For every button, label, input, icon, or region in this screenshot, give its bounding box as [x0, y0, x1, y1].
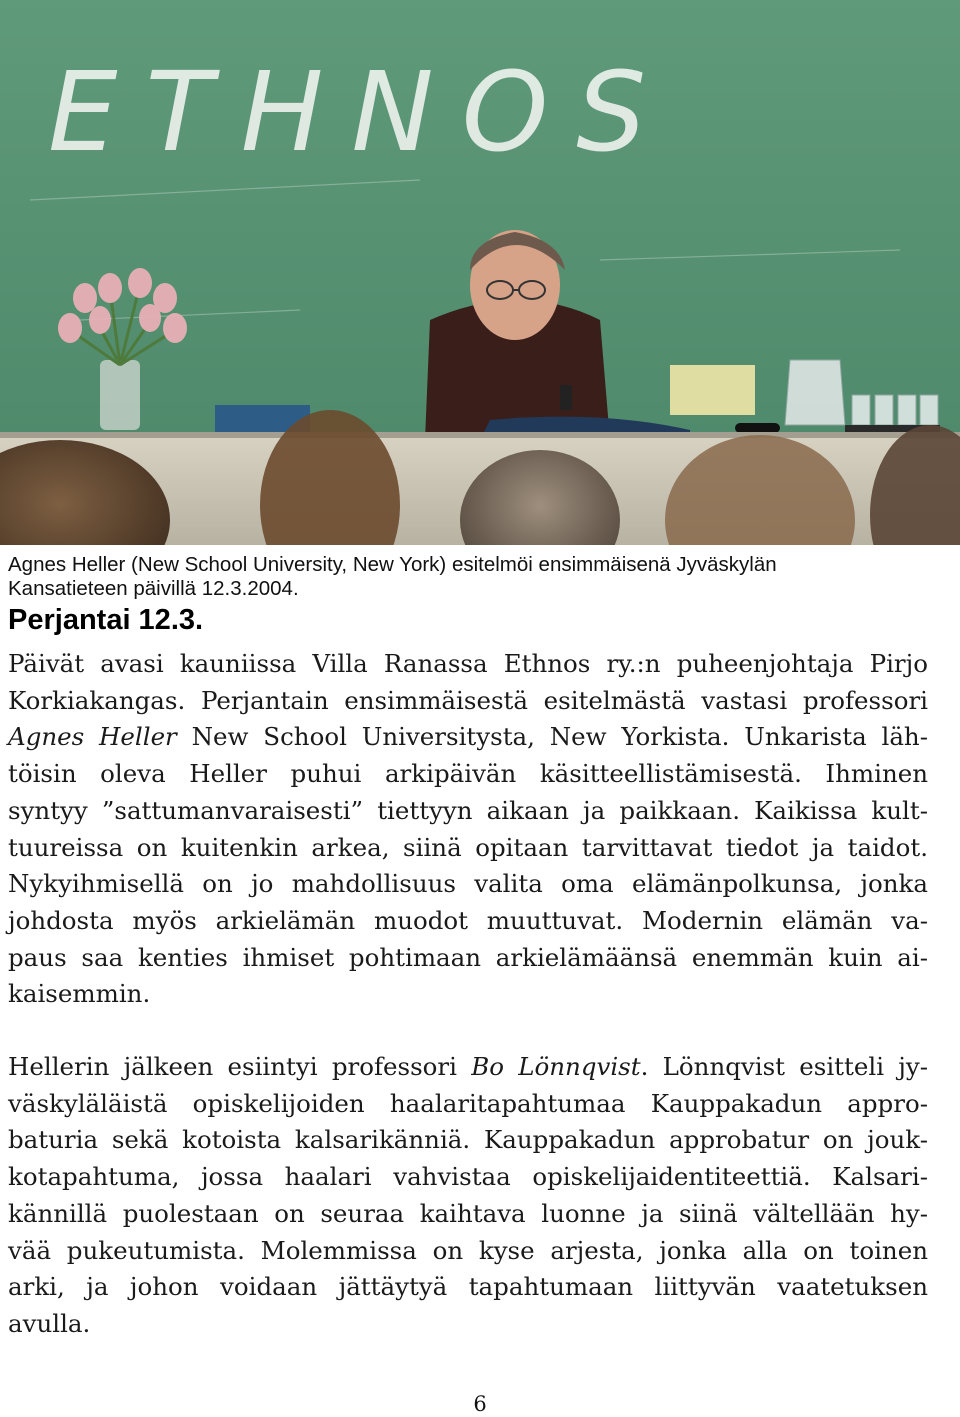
text-line: kännillä puolestaan on seuraa kaihtava luonne ja siinä vältellään hy- — [8, 1198, 928, 1228]
photo-caption — [8, 553, 953, 601]
text-line: baturia sekä kotoista kalsarikänniä. Kauppakadun approbatur on jouk- — [8, 1125, 928, 1155]
text-line: johdosta myös arkielämän muodot muuttuvat. Modernin elämän va- — [8, 905, 928, 935]
paragraph-gap — [8, 1013, 928, 1049]
text-line: Päivät avasi kauniissa Villa Ranassa Ethnos ry.:n puheenjohtaja Pirjo — [8, 649, 928, 678]
text-line: väskyläläistä opiskelijoiden haalaritapahtumaa Kauppakadun appro- — [8, 1088, 928, 1118]
person-name: Bo Lönnqvist — [471, 1052, 641, 1082]
text-fragment: . Lönnqvist esitteli jy- — [640, 1052, 928, 1082]
lecture-photo — [0, 0, 960, 545]
text-line — [8, 1049, 928, 1086]
text-line: syntyy ”sattumanvaraisesti” tiettyyn aikaan ja paikkaan. Kaikissa kult- — [8, 795, 928, 825]
text-fragment: Hellerin jälkeen esiintyi professori — [8, 1052, 472, 1082]
caption-line: Agnes Heller (New School University, New York) esitelmöi ensimmäisenä Jyväskylän — [8, 553, 777, 576]
text-line: Nykyihmisellä on jo mahdollisuus valita oma elämänpolkunsa, jonka — [8, 869, 928, 899]
text-line: tuureissa on kuitenkin arkea, siinä opitaan tarvittavat tiedot ja taidot. — [8, 832, 928, 862]
text-line: kaisemmin. — [8, 979, 151, 1009]
text-line: arki, ja johon voidaan jättäytyä tapahtumaan liittyvän vaatetuksen — [8, 1272, 928, 1302]
text-line: vää pukeutumista. Molemmissa on kyse arjesta, jonka alla on toinen — [8, 1235, 928, 1265]
text-line: töisin oleva Heller puhui arkipäivän käsitteellistämisestä. Ihminen — [8, 759, 928, 789]
text-line: Korkiakangas. Perjantain ensimmäisestä esitelmästä vastasi professori — [8, 685, 928, 715]
text-line: avulla. — [8, 1308, 91, 1338]
page-number: 6 — [473, 1392, 487, 1416]
board-text: ETHNOS — [48, 48, 675, 176]
caption-line: Kansatieteen päivillä 12.3.2004. — [8, 577, 299, 600]
article-body — [8, 646, 928, 1343]
text-line: kotapahtuma, jossa haalari vahvistaa opiskelijaidentiteettiä. Kalsari- — [8, 1162, 928, 1192]
text-line — [8, 719, 928, 756]
section-heading: Perjantai 12.3. — [8, 604, 204, 636]
person-name: Agnes Heller — [8, 722, 177, 752]
text-line: paus saa kenties ihmiset pohtimaan arkielämäänsä enemmän kuin ai- — [8, 942, 928, 972]
text-fragment: New School Universitysta, New Yorkista. Unkarista läh- — [176, 722, 928, 752]
